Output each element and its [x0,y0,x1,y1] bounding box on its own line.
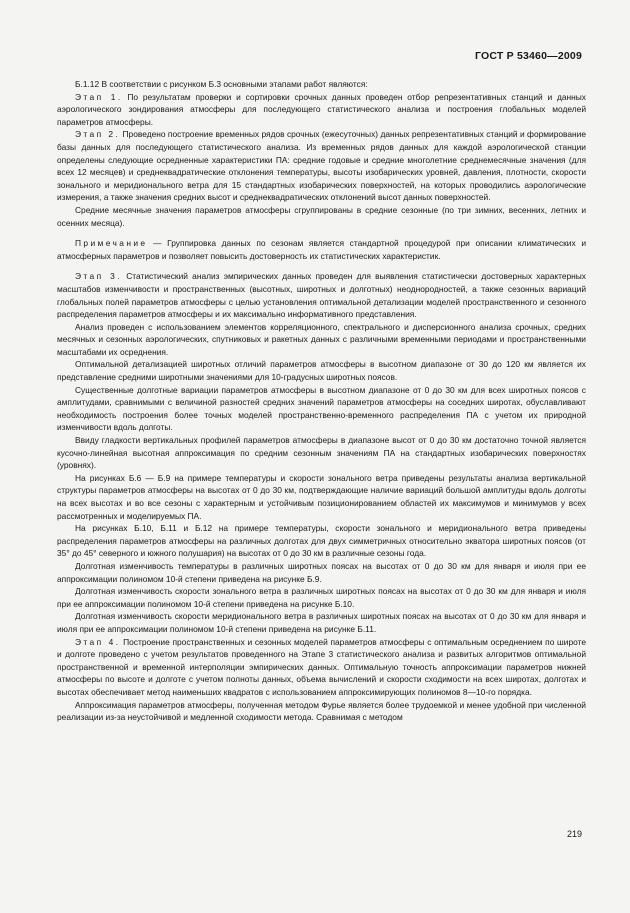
paragraph-stage-2: Этап 2. Проведено построение временных рядов срочных (ежесуточных) данных репрезентативных станций и формирование базы данных для последующего статистического анализа. Из временных рядов данных для каждой аэрологической станции определены следующие осредненные характеристики ПА: средние годовые и средние многолетние среднемесячные значения (для всех 12 месяцев) и среднеквадратические отклонения температуры, высоты изобарических уровней, давления, плотности, скорости зонального и меридионального ветра для 15 стандартных изобарических поверхностей, на которых проводились аэрологические измерения, а также значения средних высот и среднеквадратических отклонений высот данных поверхностей. [57,129,586,203]
paragraph-stage-3: Этап 3. Статистический анализ эмпирических данных проведен для выявления статистически достоверных характерных масштабов изменчивости и пространственных (высотных, широтных и долготных) неоднородностей, а также сезонных вариаций глобальных полей параметров атмосферы с целью установления оптимальной детализации моделей пространственного и сезонного распределения параметров атмосферы и их максимально информативного представления. [57,271,586,320]
paragraph: Существенные долготные вариации параметров атмосферы в высотном диапазоне от 0 до 30 км для всех широтных поясов с амплитудами, сравнимыми с величиной разностей средних значений параметров атмосферы на соседних широтах, обуславливают необходимость построения более точных моделей пространственно-временного распределения ПА с учетом их природной изменчивости вдоль долготы. [57,384,586,433]
paragraph: Средние месячные значения параметров атмосферы сгруппированы в средние сезонные (по три зимних, весенних, летних и осенних месяца). [57,204,586,228]
paragraph: Долготная изменчивость температуры в различных широтных поясах на высотах от 0 до 30 км для января и июля при ее аппроксимации полиномом 10-й степени приведена на рисунке Б.9. [57,560,586,584]
stage-label: Этап 4. [75,636,121,647]
paragraph: Оптимальной детализацией широтных отличий параметров атмосферы в высотном диапазоне от 30 до 120 км является их представление средними широтными значениями для 10-градусных широтных поясов. [57,359,586,383]
paragraph: Аппроксимация параметров атмосферы, полученная методом Фурье является более трудоемкой и менее удобной при численной реализации из-за неустойчивой и медленной сходимости метода. Сравнимая с методом [57,699,586,723]
standard-header: ГОСТ Р 53460—2009 [474,50,582,62]
paragraph: Б.1.12 В соответствии с рисунком Б.3 основными этапами работ являются: [75,79,368,89]
stage-label: Этап 2. [75,129,121,140]
stage-label: Этап 3. [75,271,122,282]
paragraph-stage-4: Этап 4. Построение пространственных и сезонных моделей параметров атмосферы с оптимальным осреднением по широте и долготе проведено с учетом результатов проведенного на Этапе 3 статистического анализа и развитых алгоритмов оптимальной пространственной и временной интерполяции эмпирических данных. Оптимальную точность аппроксимации параметров нижней атмосферы по высоте и долготе с учетом полноты данных, объема вычислений и скорости сходимости на всех широтах, долготах и высотах обеспечивает метод наименьших квадратов с использованием аппроксимирующих полиномов 8—10-го порядка. [57,636,586,697]
paragraph: На рисунках Б.6 — Б.9 на примере температуры и скорости зонального ветра приведены результаты анализа вертикальной структуры параметров атмосферы на высотах от 0 до 30 км, подтверждающие наличие вариаций большой амплитуды вдоль долготы на всех высотах и во все сезоны с характерным и устойчивым позиционированием областей их максимумов и минимумов у всех рассмотренных и моделируемых ПА. [57,472,586,521]
paragraph: На рисунках Б.10, Б.11 и Б.12 на примере температуры, скорости зонального и меридионального ветра приведены распределения параметров атмосферы на различных долготах для двух симметричных относительно экватора широтных поясов (от 35° до 45° северного и южного полушария) на высотах от 0 до 30 км в различные сезоны года. [57,523,586,559]
paragraph-stage-1: Этап 1. По результатам проверки и сортировки срочных данных проведен отбор репрезентативных станций и данных аэрологического зондирования атмосферы для последующего статистического анализа и построения глобальных моделей параметров атмосферы. [57,91,586,127]
body-text [57,78,586,724]
page-number: 219 [566,829,582,839]
paragraph: Анализ проведен с использованием элементов корреляционного, спектрального и дисперсионного анализа срочных, средних месячных и сезонных аэрологических, спутниковых и ракетных данных с различными временными периодами и пространственными масштабами их осреднения. [57,321,586,357]
note-label: Примечание [75,238,148,249]
note-paragraph: Примечание — Группировка данных по сезонам является стандартной процедурой при описании климатических и атмосферных параметров и позволяет повысить достоверность их статистических характеристик. [57,238,586,261]
stage-label: Этап 1. [75,91,123,102]
paragraph: Долготная изменчивость скорости зонального ветра в различных широтных поясах на высотах от 0 до 30 км для января и июля при ее аппроксимации полиномом 10-й степени приведена на рисунке Б.10. [57,586,586,609]
paragraph: Долготная изменчивость скорости меридионального ветра в различных широтных поясах на высотах от 0 до 30 км для января и июля при ее аппроксимации полиномом 10-й степени приведена на рисунке Б.11. [57,611,586,634]
paragraph: Ввиду гладкости вертикальных профилей параметров атмосферы в диапазоне высот от 0 до 30 км достаточно точной является кусочно-линейная высотная аппроксимация по средним сезонным значениям ПА на стандартных изобарических поверхностях (уровнях). [57,435,586,471]
